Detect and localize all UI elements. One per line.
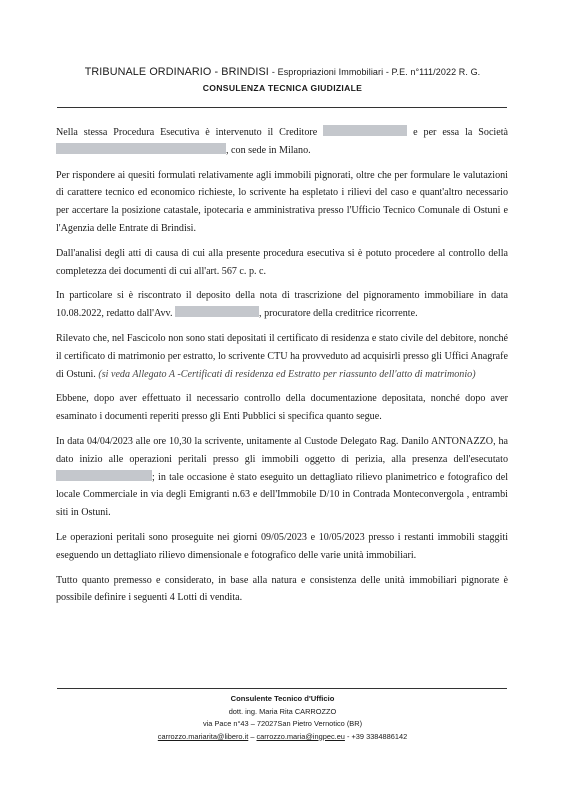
footer-divider xyxy=(57,688,507,689)
redacted-creditor xyxy=(323,125,407,136)
header-divider xyxy=(57,107,507,108)
paragraph-1-text-b: e per essa la Società xyxy=(413,127,508,138)
consultant-name: dott. ing. Maria Rita CARROZZO xyxy=(228,706,337,716)
paragraph-4-text-b: , procuratore della creditrice ricorrente. xyxy=(259,308,418,320)
redacted-debtor xyxy=(56,470,152,481)
paragraph-6: Ebbene, dopo aver effettuato il necessario controllo della documentazione depositata, nonché dopo aver esaminato i documenti reperiti presso gli Enti Pubblici si specifica quanto segue. xyxy=(56,393,508,423)
redacted-company xyxy=(56,143,226,154)
attachment-reference: (si veda Allegato A -Certificati di residenza ed Estratto per riassunto dell'atto di matrimonio) xyxy=(98,368,476,380)
email-link-2[interactable]: carrozzo.maria@ingpec.eu xyxy=(256,731,345,741)
paragraph-5-text: Rilevato che, nel Fascicolo non sono stati depositati il certificato di residenza e stato civile del debitore, nonché il certificato di matrimonio per estratto, lo scrivente CTU ha provveduto ad acquisirli presso gli Uffici Anagrafe di Ostuni. xyxy=(56,332,508,380)
paragraph-4 xyxy=(56,287,508,323)
paragraph-8: Le operazioni peritali sono proseguite nei giorni 09/05/2023 e 10/05/2023 presso i restanti immobili staggiti eseguendo un dettagliato rilievo dimensionale e fotografico delle varie unità immobiliari. xyxy=(56,531,508,561)
paragraph-1-text-c: , con sede in Milano. xyxy=(226,144,311,156)
footer xyxy=(0,693,565,743)
header-line xyxy=(50,66,515,78)
paragraph-7-text-a: In data 04/04/2023 alle ore 10,30 la scrivente, unitamente al Custode Delegato Rag. Danilo ANTONAZZO, ha dato inizio alle operazioni peritali presso gli immobili oggetto di perizia, alla presenza dell'esecutato xyxy=(56,435,508,465)
redacted-lawyer xyxy=(175,306,259,317)
paragraph-2: Per rispondere ai quesiti formulati relativamente agli immobili pignorati, oltre che per formulare le valutazioni di carattere tecnico ed economico richieste, lo scrivente ha espletato i rilievi del caso e quant'altro necessario per accertare la posizione catastale, ipotecaria e amministrativa presso l'Ufficio Tecnico Comunale di Ostuni e l'Agenzia delle Entrate di Brindisi. xyxy=(56,169,508,234)
paragraph-3: Dall'analisi degli atti di causa di cui alla presente procedura esecutiva si è potuto procedere al controllo della completezza dei documenti di cui all'art. 567 c. p. c. xyxy=(56,247,508,277)
footer-title: Consulente Tecnico d'Ufficio xyxy=(230,694,335,703)
contact-line xyxy=(0,731,565,744)
proceeding-reference: - Espropriazioni Immobiliari - P.E. n°111/2022 R. G. xyxy=(271,67,481,77)
phone-number: - +39 3384886142 xyxy=(344,731,408,741)
court-name: TRIBUNALE ORDINARIO - BRINDISI xyxy=(84,66,269,78)
paragraph-1-text-a: Nella stessa Procedura Esecutiva è intervenuto il Creditore xyxy=(56,127,318,138)
document-subtitle: CONSULENZA TECNICA GIUDIZIALE xyxy=(202,83,363,93)
email-link-1[interactable]: carrozzo.mariarita@libero.it xyxy=(157,731,249,741)
contact-separator: – xyxy=(248,731,257,741)
document-body xyxy=(56,124,508,614)
paragraph-7 xyxy=(56,433,508,522)
paragraph-9: Tutto quanto premesso e considerato, in base alla natura e consistenza delle unità immobiliari pignorate è possibile definire i seguenti 4 Lotti di vendita. xyxy=(56,574,508,604)
paragraph-1 xyxy=(56,124,508,160)
paragraph-5 xyxy=(56,330,508,383)
consultant-address: via Pace n°43 – 72027San Pietro Vernotico (BR) xyxy=(202,719,363,729)
paragraph-7-text-b: ; in tale occasione è stato eseguito un dettagliato rilievo planimetrico e fotografico del locale Commerciale in via degli Emigranti n.63 e dell'Immobile D/10 in Contrada Monteconvergola , entrambi siti in Ostuni. xyxy=(56,471,508,519)
paragraph-4-text-a: In particolare si è riscontrato il deposito della nota di trascrizione del pignoramento immobiliare in data 10.08.2022, redatto dall'Avv. xyxy=(56,290,508,320)
